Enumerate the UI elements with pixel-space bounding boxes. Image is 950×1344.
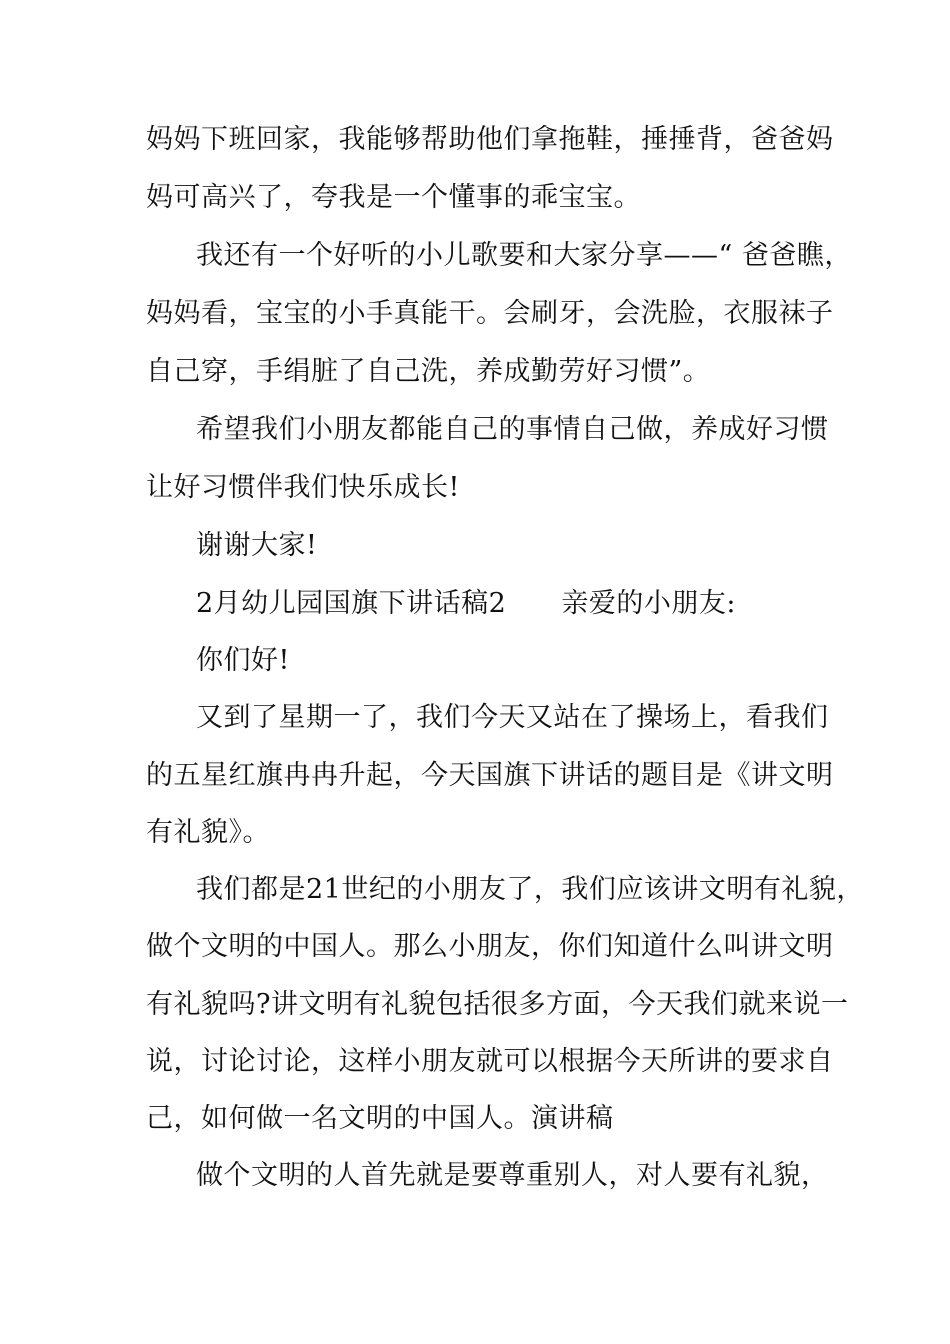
text-line: 又到了星期一了，我们今天又站在了操场上，看我们 xyxy=(196,702,829,733)
text-line: 的五星红旗冉冉升起，今天国旗下讲话的题目是《讲文明 xyxy=(146,760,834,791)
text-line: 己，如何做一名文明的中国人。演讲稿 xyxy=(146,1103,614,1134)
text-line: 有礼貌》。 xyxy=(146,817,270,848)
text-line: 希望我们小朋友都能自己的事情自己做，养成好习惯 xyxy=(196,414,829,445)
text-line: 说，讨论讨论，这样小朋友就可以根据今天所讲的要求自 xyxy=(146,1046,834,1077)
text-line: 我还有一个好听的小儿歌要和大家分享——“ 爸爸瞧， xyxy=(196,240,852,271)
text-line: 妈妈看，宝宝的小手真能干。会刷牙，会洗脸，衣服袜子 xyxy=(146,298,834,329)
text-line: 妈妈下班回家，我能够帮助他们拿拖鞋，捶捶背，爸爸妈 xyxy=(146,124,834,155)
text-line: 自己穿，手绢脏了自己洗，养成勤劳好习惯”。 xyxy=(146,356,711,387)
text-line: 谢谢大家! xyxy=(196,530,318,561)
text-line: 让好习惯伴我们快乐成长! xyxy=(146,472,460,503)
text-line: 做个文明的人首先就是要尊重别人，对人要有礼貌， xyxy=(196,1160,829,1191)
text-line: 做个文明的中国人。那么小朋友，你们知道什么叫讲文明 xyxy=(146,931,834,962)
text-line: 妈可高兴了，夸我是一个懂事的乖宝宝。 xyxy=(146,182,641,213)
text-line: 有礼貌吗?讲文明有礼貌包括很多方面，今天我们就来说一 xyxy=(146,989,849,1020)
text-line: 我们都是21世纪的小朋友了，我们应该讲文明有礼貌， xyxy=(196,874,864,905)
section-heading-line: 2月幼儿园国旗下讲话稿2 亲爱的小朋友: xyxy=(196,588,736,619)
text-line: 你们好! xyxy=(196,645,290,676)
